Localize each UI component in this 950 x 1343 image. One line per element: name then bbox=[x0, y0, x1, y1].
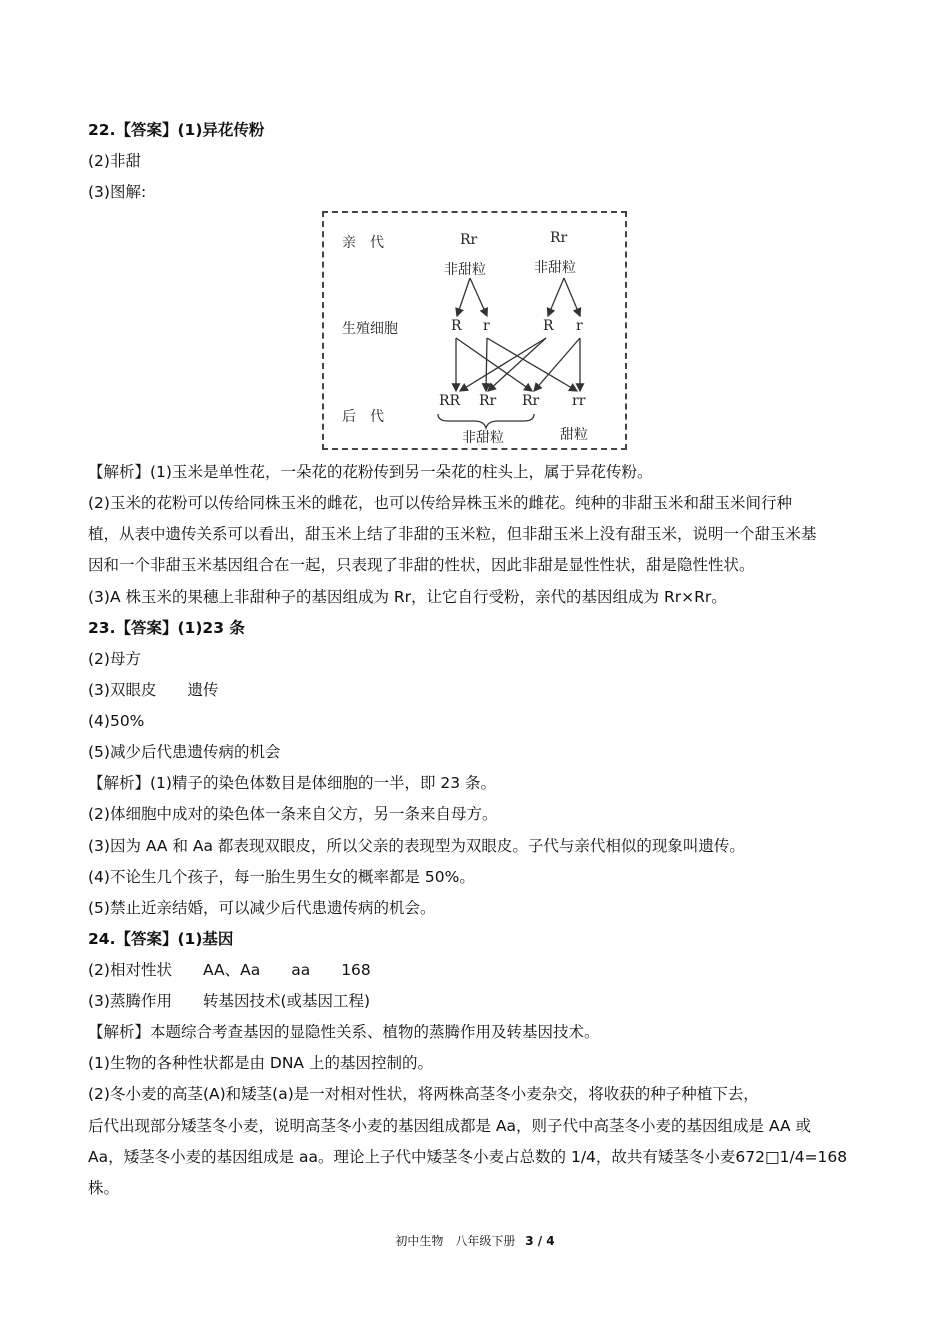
offspring-rr: rr bbox=[572, 393, 586, 409]
q24-analysis-5: Aa，矮茎冬小麦的基因组成是 aa。理论上子代中矮茎冬小麦占总数的 1/4，故共有矮茎冬小麦672□1/4=168 bbox=[88, 1148, 848, 1166]
q23-line-4: (4)50% bbox=[88, 712, 145, 730]
arrow-R1-Rr bbox=[456, 338, 532, 391]
q23-line-5: (5)减少后代患遗传病的机会 bbox=[88, 743, 281, 761]
q22-analysis-5: (3)A 株玉米的果穗上非甜种子的基因组成为 Rr，让它自行受粉，亲代的基因组成为 Rr×Rr。 bbox=[88, 588, 727, 606]
nonsweet-brace bbox=[438, 414, 534, 428]
genetic-cross-diagram bbox=[322, 211, 627, 450]
q24-analysis-2: (1)生物的各种性状都是由 DNA 上的基因控制的。 bbox=[88, 1054, 433, 1072]
footer-title: 初中生物 八年级下册 bbox=[395, 1234, 516, 1248]
page-number: 3 / 4 bbox=[525, 1234, 555, 1248]
gamete-r-2: r bbox=[576, 318, 583, 334]
page-footer bbox=[0, 1232, 950, 1249]
parent1-genotype: Rr bbox=[460, 232, 478, 248]
offspring-Rr-2: Rr bbox=[522, 393, 540, 409]
q24-line-2: (2)相对性状 AA、Aa aa 168 bbox=[88, 961, 371, 979]
q23-analysis-4: (4)不论生几个孩子，每一胎生男生女的概率都是 50%。 bbox=[88, 868, 475, 886]
q24-analysis-6: 株。 bbox=[88, 1179, 120, 1197]
arrow-r2-Rr bbox=[534, 338, 580, 391]
arrow-p2-R bbox=[548, 278, 564, 316]
row-label-offspring: 后 代 bbox=[342, 409, 384, 425]
group-nonsweet-label: 非甜粒 bbox=[462, 430, 504, 446]
q23-line-2: (2)母方 bbox=[88, 650, 141, 668]
q24-analysis-4: 后代出现部分矮茎冬小麦，说明高茎冬小麦的基因组成都是 Aa，则子代中高茎冬小麦的基因组成是 AA 或 bbox=[88, 1117, 812, 1135]
q24-answer-heading: 24.【答案】(1)基因 bbox=[88, 930, 234, 948]
q23-analysis-3: (3)因为 AA 和 Aa 都表现双眼皮，所以父亲的表现型为双眼皮。子代与亲代相似的现象叫遗传。 bbox=[88, 837, 745, 855]
offspring-RR: RR bbox=[439, 393, 461, 409]
q24-analysis-1: 【解析】本题综合考查基因的显隐性关系、植物的蒸腾作用及转基因技术。 bbox=[88, 1023, 600, 1041]
arrow-p1-R bbox=[457, 278, 470, 316]
q23-answer-heading: 23.【答案】(1)23 条 bbox=[88, 619, 245, 637]
q22-analysis-3: 植，从表中遗传关系可以看出，甜玉米上结了非甜的玉米粒，但非甜玉米上没有甜玉米，说明一个甜玉米基 bbox=[88, 525, 817, 543]
offspring-Rr-1: Rr bbox=[479, 393, 497, 409]
arrow-p2-r bbox=[564, 278, 580, 316]
gamete-R-1: R bbox=[451, 318, 462, 334]
q22-answer-3: (3)图解: bbox=[88, 183, 147, 201]
arrow-r1-Rr bbox=[486, 338, 487, 391]
q23-analysis-5: (5)禁止近亲结婚，可以减少后代患遗传病的机会。 bbox=[88, 899, 436, 917]
row-label-gamete: 生殖细胞 bbox=[342, 321, 398, 337]
row-label-parent: 亲 代 bbox=[342, 235, 384, 251]
parent2-phenotype: 非甜粒 bbox=[534, 260, 576, 276]
q22-analysis-2: (2)玉米的花粉可以传给同株玉米的雌花，也可以传给异株玉米的雌花。纯种的非甜玉米和甜玉米间行种 bbox=[88, 494, 792, 512]
q22-answer-heading: 22.【答案】(1)异花传粉 bbox=[88, 121, 265, 139]
q23-analysis-1: 【解析】(1)精子的染色体数目是体细胞的一半，即 23 条。 bbox=[88, 774, 497, 792]
group-sweet-label: 甜粒 bbox=[560, 427, 588, 443]
parent1-phenotype: 非甜粒 bbox=[444, 262, 486, 278]
q22-answer-2: (2)非甜 bbox=[88, 152, 141, 170]
q24-analysis-3: (2)冬小麦的高茎(A)和矮茎(a)是一对相对性状，将两株高茎冬小麦杂交，将收获的种子种植下去， bbox=[88, 1085, 759, 1103]
arrow-R2-Rr bbox=[488, 338, 546, 391]
q22-analysis-1: 【解析】(1)玉米是单性花，一朵花的花粉传到另一朵花的柱头上，属于异花传粉。 bbox=[88, 463, 653, 481]
q23-analysis-2: (2)体细胞中成对的染色体一条来自父方，另一条来自母方。 bbox=[88, 805, 498, 823]
parent2-genotype: Rr bbox=[550, 230, 568, 246]
q24-line-3: (3)蒸腾作用 转基因技术(或基因工程) bbox=[88, 992, 371, 1010]
arrow-p1-r bbox=[470, 278, 487, 316]
gamete-R-2: R bbox=[543, 318, 554, 334]
q22-analysis-4: 因和一个非甜玉米基因组合在一起，只表现了非甜的性状，因此非甜是显性性状，甜是隐性性状。 bbox=[88, 556, 755, 574]
gamete-r-1: r bbox=[483, 318, 490, 334]
q23-line-3: (3)双眼皮 遗传 bbox=[88, 681, 219, 699]
